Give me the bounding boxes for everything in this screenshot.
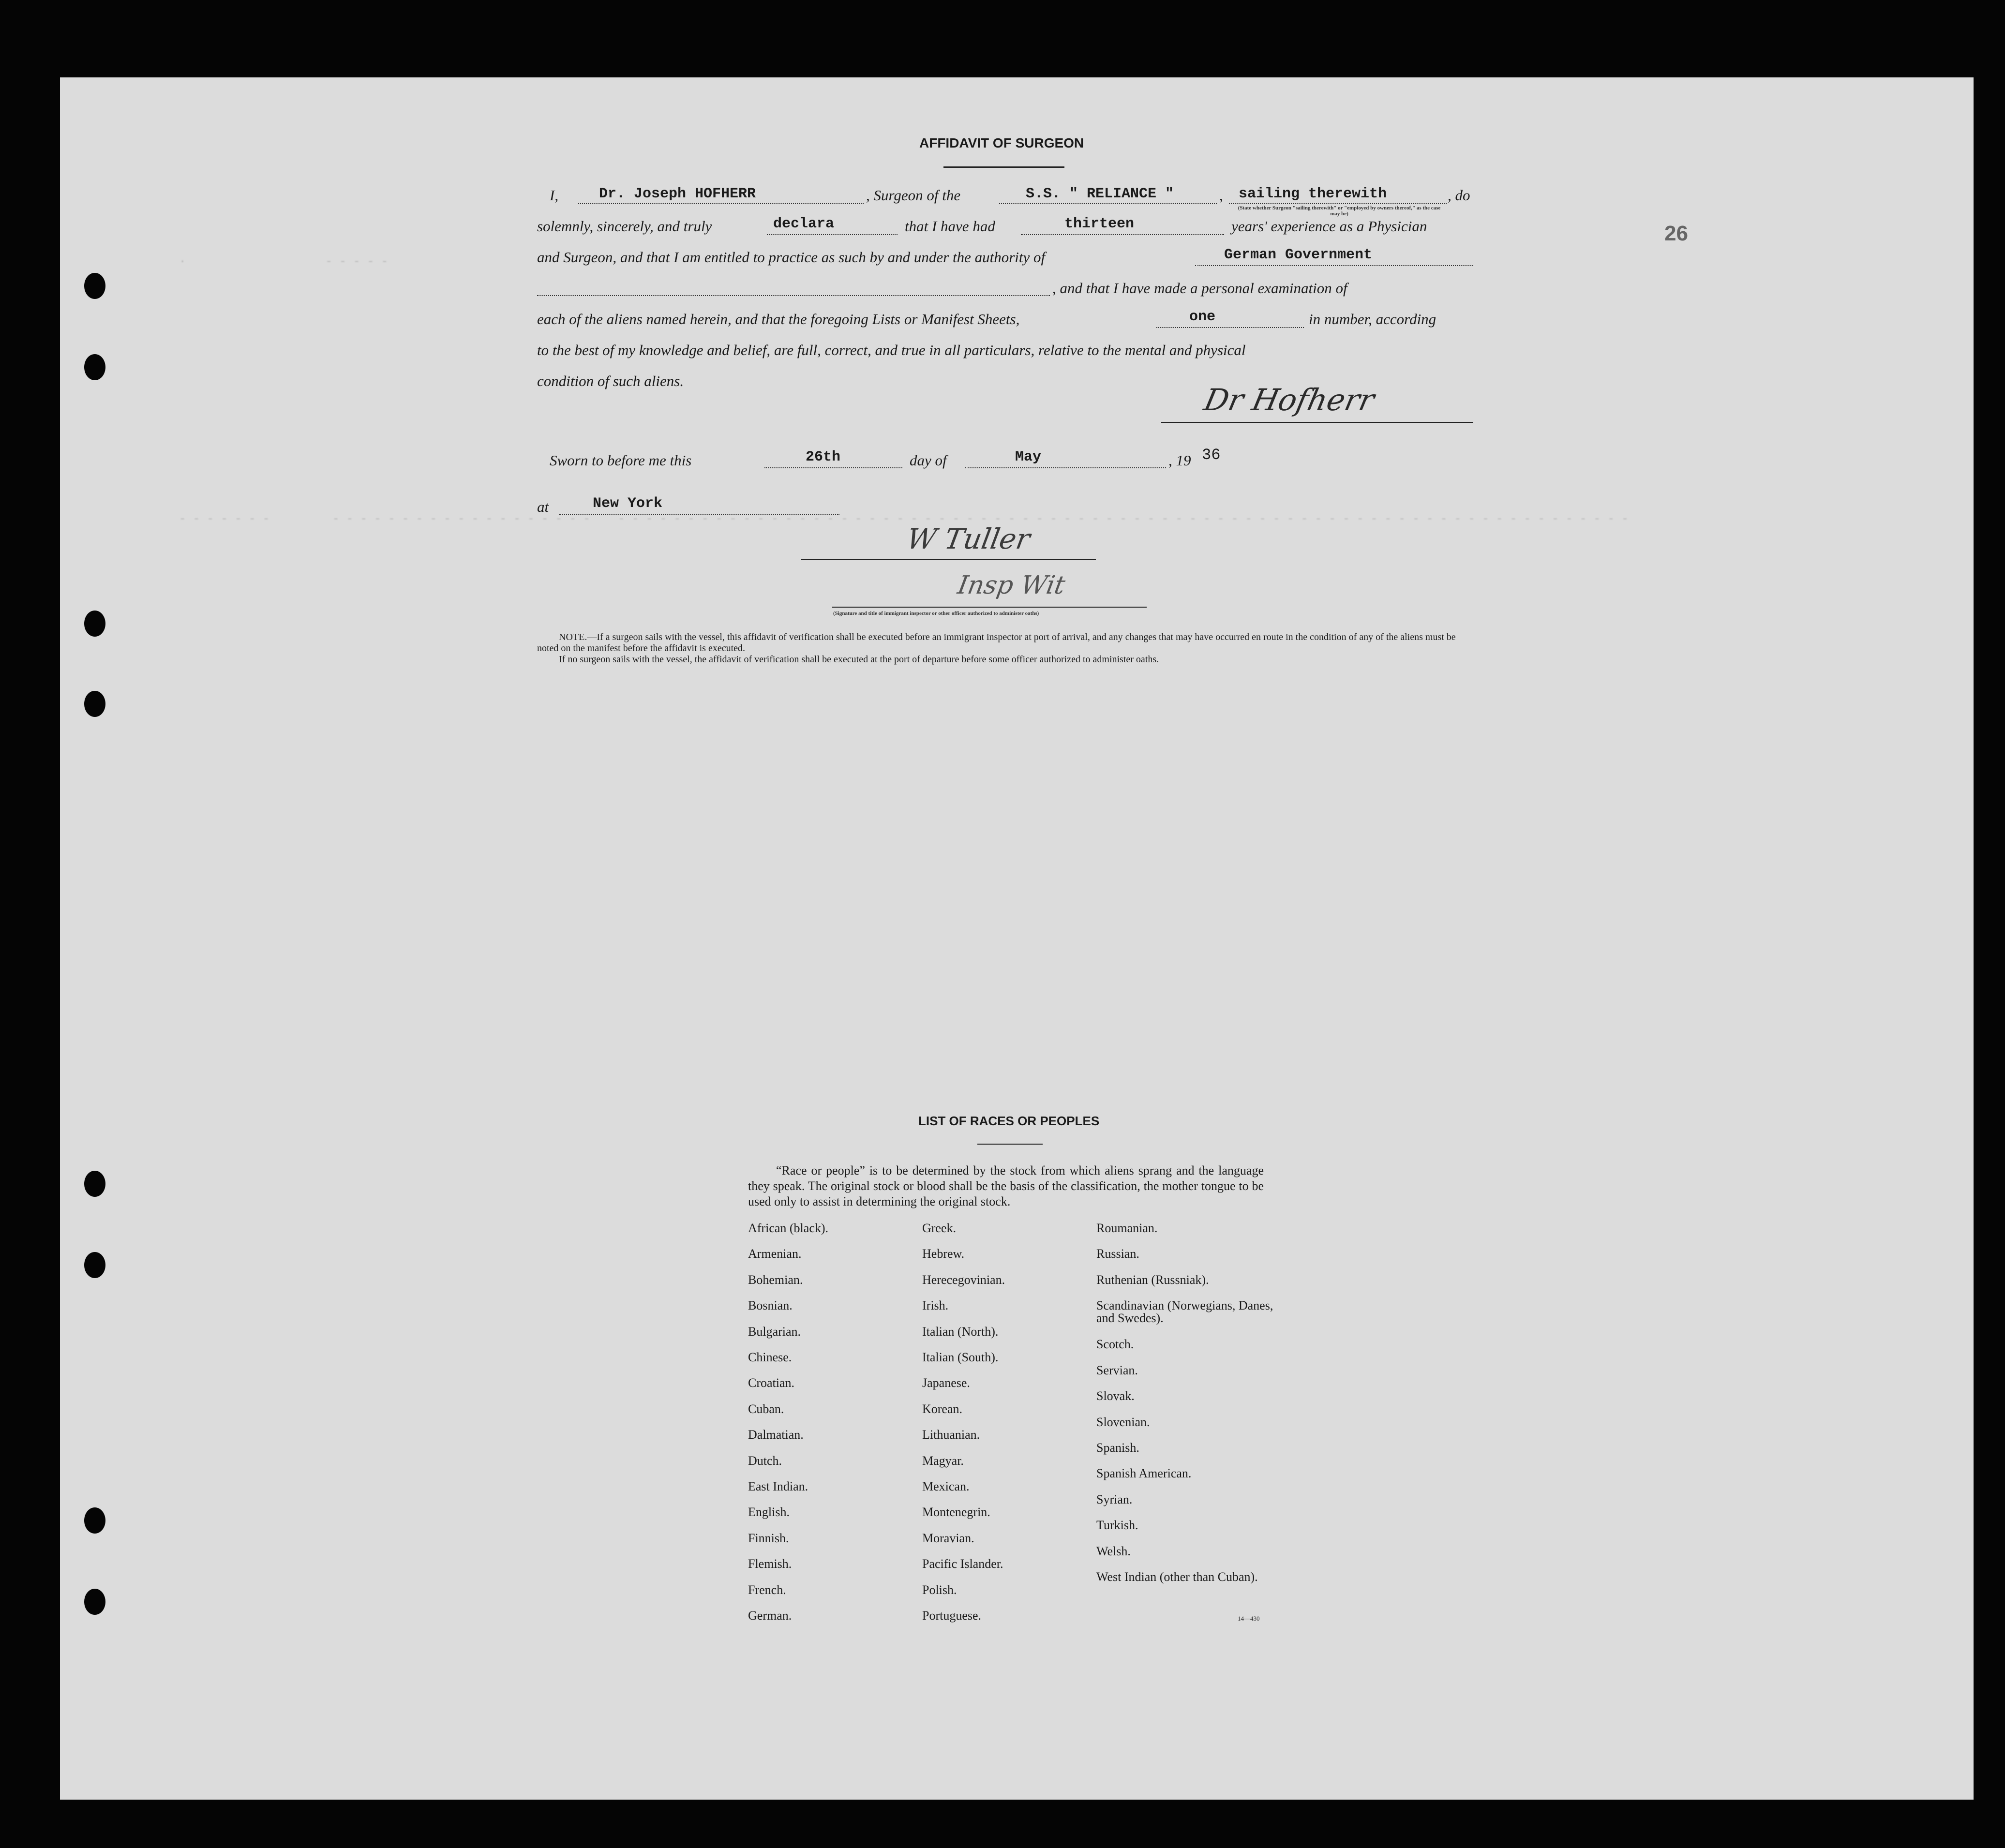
race-list-item: Hebrew. [922, 1247, 965, 1261]
race-list-item: Portuguese. [922, 1609, 982, 1623]
race-list-item: Slovak. [1096, 1389, 1135, 1403]
race-list-item: Roumanian. [1096, 1221, 1158, 1235]
race-list-item: Ruthenian (Russniak). [1096, 1272, 1209, 1287]
race-list-item: Finnish. [748, 1531, 789, 1545]
officer-signature: W Tuller [904, 522, 1033, 555]
race-list-item: Scandinavian (Norwegians, Danes, and Swedes). [1096, 1298, 1273, 1326]
race-list-item: Italian (South). [922, 1350, 999, 1364]
authority-field: German Government [1224, 247, 1373, 263]
race-list-item: Italian (North). [922, 1324, 999, 1339]
race-list-item: Bulgarian. [748, 1324, 801, 1339]
punch-hole [84, 1507, 105, 1534]
field-line [1229, 203, 1447, 204]
race-list-item: Moravian. [922, 1531, 974, 1545]
race-list-item: Scotch. [1096, 1337, 1134, 1352]
race-list-item: Russian. [1096, 1247, 1139, 1261]
field-line [537, 295, 1050, 296]
sworn-text: at [537, 498, 549, 515]
sheet-count-field: one [1189, 309, 1216, 325]
race-list-item: German. [748, 1609, 792, 1623]
officer-caption: (Signature and title of immigrant inspector or other officer authorized to administer oaths) [833, 611, 1039, 616]
sworn-year-field: 36 [1202, 446, 1221, 464]
race-list-item: Magyar. [922, 1453, 964, 1468]
sworn-text: , 19 [1168, 452, 1191, 469]
race-list-item: East Indian. [748, 1479, 808, 1493]
punch-hole [84, 691, 105, 717]
race-list-item: Slovenian. [1096, 1415, 1150, 1429]
race-list-item: Dalmatian. [748, 1428, 804, 1442]
surgeon-signature: Dr Hofherr [1201, 382, 1378, 417]
race-list-item: Turkish. [1096, 1518, 1138, 1533]
affidavit-text: , [1219, 187, 1223, 204]
vessel-field: S.S. " RELIANCE " [1026, 186, 1174, 202]
field-line [965, 467, 1166, 468]
affidavit-text: each of the aliens named herein, and that the foregoing Lists or Manifest Sheets, [537, 311, 1020, 328]
race-list-item: Mexican. [922, 1479, 970, 1493]
race-list-item: English. [748, 1505, 790, 1520]
sailing-hint: (State whether Surgeon "sailing therewith" or "employed by owners thereof," as the case may be) [1238, 205, 1441, 217]
race-list-item: Chinese. [748, 1350, 792, 1364]
race-list-item: Lithuanian. [922, 1428, 980, 1442]
race-list-item: Herecegovinian. [922, 1272, 1005, 1287]
signature-line [801, 559, 1096, 560]
race-list-item: Irish. [922, 1298, 949, 1313]
affidavit-text: in number, according [1309, 311, 1436, 328]
sworn-label: Sworn to before me this [550, 452, 692, 469]
sworn-place-field: New York [593, 495, 663, 512]
race-list-item: Welsh. [1096, 1544, 1131, 1558]
race-list-item: French. [748, 1582, 786, 1597]
declaration-field: declara [773, 216, 835, 232]
race-list-item: Pacific Islander. [922, 1557, 1003, 1571]
race-list-item: Montenegrin. [922, 1505, 990, 1520]
surgeon-name-field: Dr. Joseph HOFHERR [599, 186, 756, 202]
race-list-item: Japanese. [922, 1376, 970, 1390]
field-line [767, 234, 898, 235]
signature-line [832, 607, 1147, 608]
race-list-item: Servian. [1096, 1363, 1138, 1377]
field-line [1195, 265, 1473, 266]
affidavit-note: NOTE.—If a surgeon sails with the vessel, this affidavit of verification shall be executed before an immigrant inspector at port of arrival, and any changes that may have occurred en route in the condition of any of the aliens must be noted on the manifest before the affidavit is executed. [537, 632, 1456, 654]
bleed-through-mark: · - - - - - [179, 255, 389, 268]
punch-hole [84, 1252, 105, 1278]
race-list-item: African (black). [748, 1221, 829, 1235]
race-list-item: West Indian (other than Cuban). [1096, 1569, 1258, 1584]
years-field: thirteen [1064, 216, 1135, 232]
officer-title-signature: Insp Wit [955, 571, 1067, 600]
race-list-item: Bohemian. [748, 1272, 803, 1287]
affidavit-text: I, [550, 187, 559, 204]
race-list-item: Polish. [922, 1582, 957, 1597]
punch-hole [84, 1171, 105, 1197]
affidavit-text: years' experience as a Physician [1231, 218, 1427, 235]
affidavit-text: to the best of my knowledge and belief, are full, correct, and true in all particulars, relative to the mental and physical [537, 342, 1246, 358]
affidavit-text: that I have had [905, 218, 995, 235]
field-line [1021, 234, 1224, 235]
field-line [578, 203, 864, 204]
race-list-item: Greek. [922, 1221, 957, 1235]
field-line [764, 467, 902, 468]
field-line [1156, 327, 1304, 328]
signature-line [1161, 422, 1473, 423]
race-list-item: Armenian. [748, 1247, 802, 1261]
title-rule [977, 1144, 1043, 1145]
page-number: 26 [1664, 222, 1688, 245]
title-rule [943, 166, 1064, 168]
sworn-text: day of [910, 452, 947, 469]
race-list-item: Flemish. [748, 1557, 792, 1571]
affidavit-text: and Surgeon, and that I am entitled to practice as such by and under the authority of [537, 249, 1046, 266]
affidavit-text: , do [1448, 187, 1470, 204]
affidavit-note: If no surgeon sails with the vessel, the affidavit of verification shall be executed at the port of departure before some officer authorized to administer oaths. [559, 654, 1159, 665]
races-intro: “Race or people” is to be determined by the stock from which aliens sprang and the language they speak. The original stock or blood shall be the basis of the classification, the mother tongue to be used only to assist in determining the original stock. [748, 1163, 1264, 1208]
affidavit-text: solemnly, sincerely, and truly [537, 218, 712, 235]
bleed-through-mark: - - - - - - - - - - - - - - - - - - - - - - - - - - - - - - - - - - - - - - - - - - - - - - - - - - - - - - - - - - - - - - - - - - - - - - - - - - - - - - - - - - - - - - - - - - - - - - - - - - - [179, 513, 1629, 526]
race-list-item: Spanish American. [1096, 1466, 1192, 1481]
race-list-item: Syrian. [1096, 1492, 1133, 1506]
affidavit-text: condition of such aliens. [537, 373, 684, 389]
punch-hole [84, 1589, 105, 1615]
sworn-day-field: 26th [806, 449, 841, 465]
race-list-item: Bosnian. [748, 1298, 793, 1313]
race-list-item: Croatian. [748, 1376, 795, 1390]
punch-hole [84, 354, 105, 380]
sailing-status-field: sailing therewith [1239, 186, 1387, 202]
punch-hole [84, 273, 105, 299]
affidavit-text: , Surgeon of the [866, 187, 961, 204]
form-number: 14—430 [1238, 1615, 1260, 1622]
races-title: LIST OF RACES OR PEOPLES [918, 1114, 1100, 1128]
field-line [999, 203, 1217, 204]
affidavit-title: AFFIDAVIT OF SURGEON [919, 135, 1084, 150]
race-list-item: Cuban. [748, 1401, 784, 1416]
race-list-item: Dutch. [748, 1453, 782, 1468]
sworn-month-field: May [1015, 449, 1042, 465]
punch-hole [84, 611, 105, 637]
affidavit-text: , and that I have made a personal examination of [1052, 280, 1347, 297]
race-list-item: Korean. [922, 1401, 963, 1416]
race-list-item: Spanish. [1096, 1440, 1139, 1455]
field-line [559, 514, 839, 515]
